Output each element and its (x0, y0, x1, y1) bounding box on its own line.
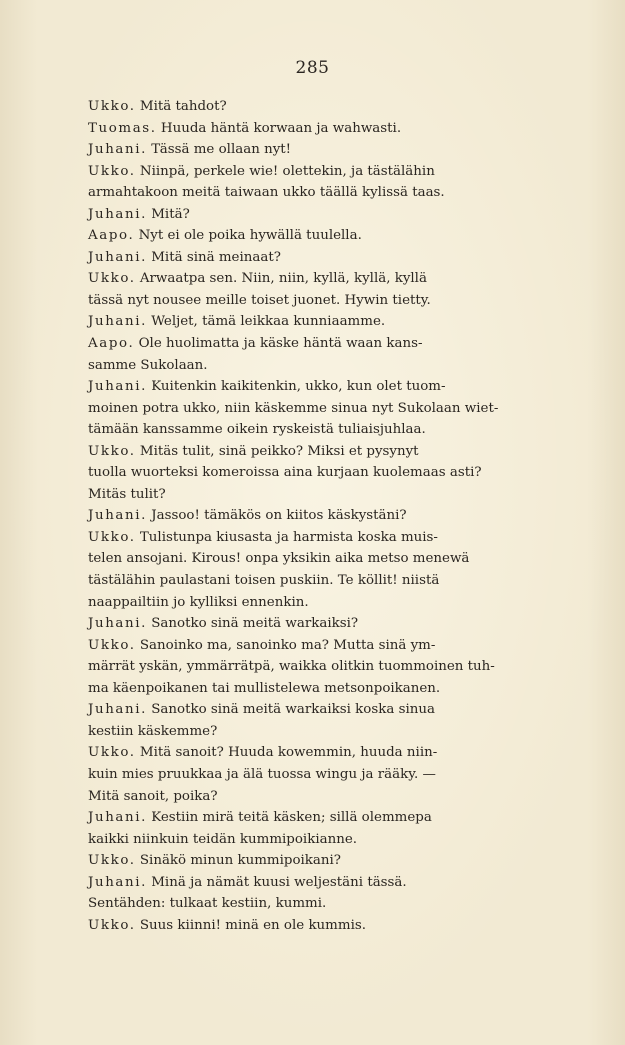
line-text: kuin mies pruukkaa ja älä tuossa wingu ja rääky. — (88, 766, 436, 782)
text-line (88, 268, 518, 290)
speaker-name: Ukko. (88, 529, 136, 545)
speaker-name: Aapo. (88, 228, 135, 244)
speaker-name: Ukko. (88, 745, 136, 761)
speaker-name: Ukko. (88, 917, 136, 933)
line-text: Arwaatpa sen. Niin, niin, kyllä, kyllä, kyllä (135, 271, 427, 287)
text-line (88, 742, 518, 764)
text-line (88, 376, 518, 398)
text-line (88, 505, 518, 527)
speaker-name: Juhani. (88, 702, 147, 718)
dialogue-text (88, 96, 518, 936)
text-line (88, 699, 518, 721)
text-line (88, 850, 518, 872)
line-text: tässä nyt nousee meille toiset juonet. Hywin tietty. (88, 292, 431, 308)
text-line (88, 225, 518, 247)
speaker-name: Juhani. (88, 206, 147, 222)
line-text: Mitä sanoit, poika? (88, 788, 218, 804)
text-line (88, 548, 518, 570)
line-text: Mitäs tulit, sinä peikko? Miksi et pysynyt (135, 443, 419, 459)
line-text: Mitä? (146, 206, 190, 222)
text-line (88, 807, 518, 829)
text-line (88, 182, 518, 204)
line-text: Kestiin mirä teitä käsken; sillä olemmepa (146, 810, 432, 826)
line-text: kaikki niinkuin teidän kummipoikianne. (88, 831, 358, 847)
text-line (88, 247, 518, 269)
text-line (88, 592, 518, 614)
text-line (88, 829, 518, 851)
line-text: Jassoo! tämäkös on kiitos käskystäni? (146, 508, 407, 524)
text-line (88, 872, 518, 894)
speaker-name: Ukko. (88, 271, 136, 287)
text-line (88, 527, 518, 549)
speaker-name: Juhani. (88, 616, 147, 632)
line-text: tuolla wuorteksi komeroissa aina kurjaan kuolemaas asti? (88, 465, 482, 481)
text-line (88, 419, 518, 441)
text-line (88, 764, 518, 786)
text-line (88, 96, 518, 118)
line-text: samme Sukolaan. (88, 357, 208, 373)
text-line (88, 613, 518, 635)
text-line (88, 893, 518, 915)
text-line (88, 290, 518, 312)
text-line (88, 635, 518, 657)
speaker-name: Juhani. (88, 379, 147, 395)
text-line (88, 721, 518, 743)
line-text: Mitä tahdot? (135, 99, 227, 114)
line-text: Kuitenkin kaikitenkin, ukko, kun olet tuom- (146, 379, 446, 395)
line-text: Mitä sanoit? Huuda kowemmin, huuda niin- (135, 745, 438, 761)
line-text: Niinpä, perkele wie! olettekin, ja tästälähin (135, 163, 435, 179)
speaker-name: Juhani. (88, 810, 147, 826)
line-text: moinen potra ukko, niin käskemme sinua nyt Sukolaan wiet- (88, 400, 499, 416)
line-text: Huuda häntä korwaan ja wahwasti. (156, 120, 402, 136)
text-line (88, 570, 518, 592)
line-text: telen ansojani. Kirous! onpa yksikin aika metso menewä (88, 551, 470, 567)
speaker-name: Ukko. (88, 163, 136, 179)
line-text: Sanotko sinä meitä warkaiksi? (146, 616, 359, 632)
line-text: Sentähden: tulkaat kestiin, kummi. (88, 896, 327, 912)
line-text: tämään kanssamme oikein ryskeistä tuliaisjuhlaa. (88, 422, 426, 438)
speaker-name: Juhani. (88, 508, 147, 524)
text-line (88, 398, 518, 420)
line-text: Ole huolimatta ja käske häntä waan kans- (134, 336, 423, 352)
line-text: Mitäs tulit? (88, 486, 166, 502)
speaker-name: Ukko. (88, 443, 136, 459)
text-line (88, 355, 518, 377)
text-line (88, 118, 518, 140)
text-line (88, 161, 518, 183)
line-text: Suus kiinni! minä en ole kummis. (135, 917, 366, 933)
text-line (88, 204, 518, 226)
speaker-name: Juhani. (88, 142, 147, 158)
speaker-name: Ukko. (88, 853, 136, 869)
text-line (88, 678, 518, 700)
line-text: Mitä sinä meinaat? (146, 249, 281, 265)
line-text: Tässä me ollaan nyt! (146, 142, 292, 158)
speaker-name: Juhani. (88, 314, 147, 330)
line-text: tästälähin paulastani toisen puskiin. Te köllit! niistä (88, 573, 440, 589)
line-text: naappailtiin jo kylliksi ennenkin. (88, 594, 309, 610)
line-text: Sanotko sinä meitä warkaiksi koska sinua (146, 702, 435, 718)
line-text: Nyt ei ole poika hywällä tuulella. (134, 228, 362, 244)
text-line (88, 915, 518, 937)
line-text: ma käenpoikanen tai mullistelewa metsonpoikanen. (88, 680, 441, 696)
line-text: Tulistunpa kiusasta ja harmista koska muis- (135, 529, 438, 545)
speaker-name: Ukko. (88, 99, 136, 114)
speaker-name: Ukko. (88, 637, 136, 653)
speaker-name: Aapo. (88, 336, 135, 352)
text-line (88, 441, 518, 463)
text-line (88, 139, 518, 161)
text-line (88, 786, 518, 808)
speaker-name: Tuomas. (88, 120, 157, 136)
line-text: Weljet, tämä leikkaa kunniaamme. (146, 314, 386, 330)
page-number: 285 (295, 58, 330, 78)
line-text: Sanoinko ma, sanoinko ma? Mutta sinä ym- (135, 637, 436, 653)
text-line (88, 656, 518, 678)
text-line (88, 333, 518, 355)
line-text: Sinäkö minun kummipoikani? (135, 853, 341, 869)
line-text: armahtakoon meitä taiwaan ukko täällä kylissä taas. (88, 185, 445, 201)
line-text: Minä ja nämät kuusi weljestäni tässä. (146, 874, 407, 890)
line-text: kestiin käskemme? (88, 723, 218, 739)
text-line (88, 311, 518, 333)
text-line (88, 462, 518, 484)
speaker-name: Juhani. (88, 249, 147, 265)
speaker-name: Juhani. (88, 874, 147, 890)
line-text: märrät yskän, ymmärrätpä, waikka olitkin tuommoinen tuh- (88, 659, 495, 675)
text-line (88, 484, 518, 506)
